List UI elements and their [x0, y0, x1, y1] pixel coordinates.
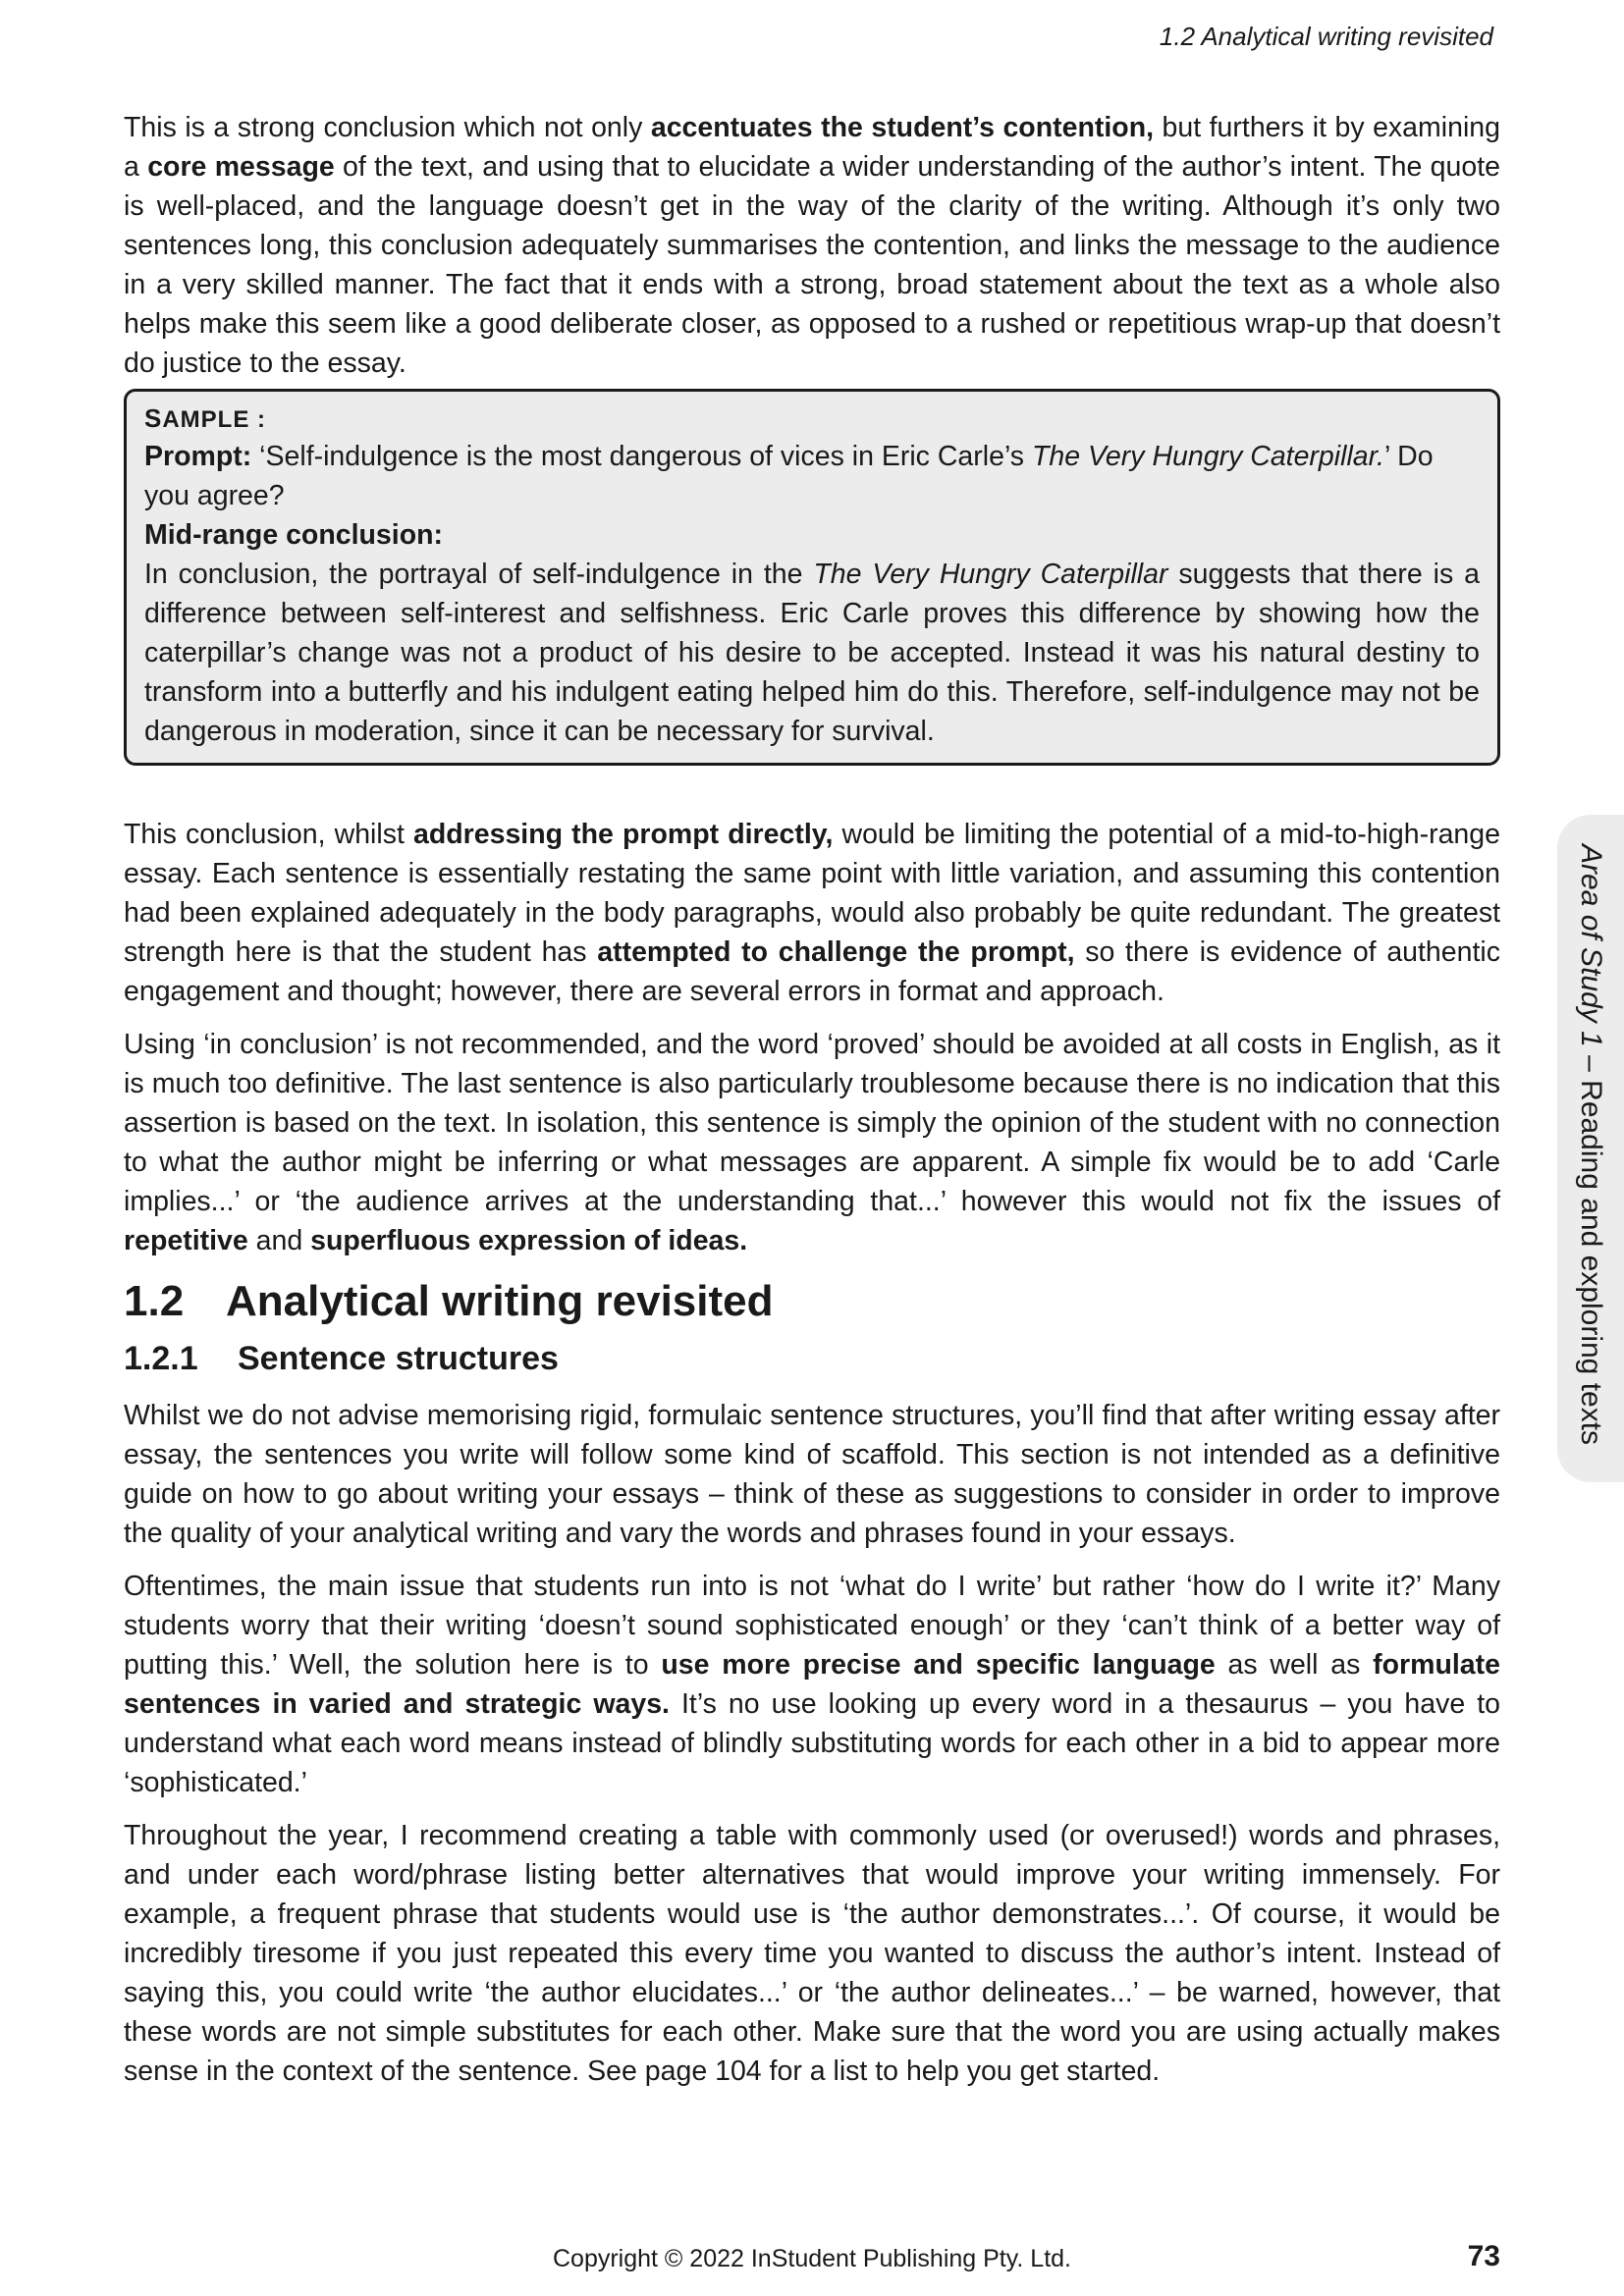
- paragraph-table-advice: Throughout the year, I recommend creating a table with commonly used (or overused!) words and phrases, and under each word/phrase listing better alternatives that would improve your writing immensely. For example, a frequent phrase that students would use is ‘the author demonstrates...’. Of course, it would be incredibly tiresome if you just repeated this every time you wanted to discuss the author’s intent. Instead of saying this, you could write ‘the author elucidates...’ or ‘the author delineates...’ – be warned, however, that these words are not simple substitutes for each other. Make sure that the word you are using actually makes sense in the context of the sentence. See page 104 for a list to help you get started.: [124, 1820, 1500, 2087]
- paragraph-language: Oftentimes, the main issue that students run into is not ‘what do I write’ but rather ‘how do I write it?’ Many students worry that their writing ‘doesn’t sound sophisticated enough’ or they ‘can’t think of a better way of putting this.’ Well, the solution here is to use more precise and specific language as well as formulate sentences in varied and strategic ways. It’s no use looking up every word in a thesaurus – you have to understand what each word means instead of blindly substituting words for each other in a bid to appear more ‘sophisticated.’: [124, 1571, 1500, 1798]
- side-tab-area: Area of Study 1: [1575, 844, 1607, 1047]
- footer-copyright: Copyright © 2022 InStudent Publishing Pty. Ltd.: [552, 2245, 1071, 2272]
- paragraph-scaffold: Whilst we do not advise memorising rigid, formulaic sentence structures, you’ll find that after writing essay after essay, the sentences you write will follow some kind of scaffold. This section is not intended as a definitive guide on how to go about writing your essays – think of these as suggestions to consider in order to improve the quality of your analytical writing and vary the words and phrases found in your essays.: [124, 1400, 1500, 1549]
- section-heading: 1.2 Analytical writing revisited: [124, 1277, 774, 1325]
- paragraph-errors: Using ‘in conclusion’ is not recommended, and the word ‘proved’ should be avoided at all costs in English, as it is much too definitive. The last sentence is also particularly troublesome because there is no indication that this assertion is based on the text. In isolation, this sentence is simply the opinion of the student with no connection to what the author might be inferring or what messages are apparent. A simple fix would be to add ‘Carle implies...’ or ‘the audience arrives at the understanding that...’ however this would not fix the issues of repetitive and superfluous expression of ideas.: [124, 1029, 1500, 1256]
- sample-prompt: Prompt: ‘Self-indulgence is the most dangerous of vices in Eric Carle’s The Very Hungry Caterpillar.’ Do you agree?: [144, 441, 1434, 511]
- sample-box: [124, 389, 1500, 766]
- sample-conclusion-text: In conclusion, the portrayal of self-indulgence in the The Very Hungry Caterpillar suggests that there is a difference between self-interest and selfishness. Eric Carle proves this difference by showing how the caterpillar’s change was not a product of his desire to be accepted. Instead it was his natural destiny to transform into a butterfly and his indulgent eating helped him do this. Therefore, self-indulgence may not be dangerous in moderation, since it can be necessary for survival.: [144, 559, 1480, 747]
- side-tab-label: [1574, 844, 1607, 1445]
- paragraph-analysis: This conclusion, whilst addressing the prompt directly, would be limiting the potential of a mid-to-high-range essay. Each sentence is essentially restating the same point with little variation, and assuming this contention had been explained adequately in the body paragraphs, would also probably be quite redundant. The greatest strength here is that the student has attempted to challenge the prompt, so there is evidence of authentic engagement and thought; however, there are several errors in format and approach.: [124, 819, 1500, 1007]
- subsection-heading: 1.2.1 Sentence structures: [124, 1340, 559, 1377]
- sample-conclusion-heading: Mid-range conclusion:: [144, 519, 444, 551]
- page-number: 73: [1467, 2240, 1500, 2272]
- page-body: [124, 108, 1500, 2105]
- side-tab-topic: – Reading and exploring texts: [1575, 1046, 1607, 1446]
- sample-label: SAMPLE :: [144, 403, 267, 433]
- paragraph-strong-conclusion: This is a strong conclusion which not only accentuates the student’s contention, but furthers it by examining a core message of the text, and using that to elucidate a wider understanding of the author’s intent. The quote is well-placed, and the language doesn’t get in the way of the clarity of the writing. Although it’s only two sentences long, this conclusion adequately summarises the contention, and links the message to the audience in a very skilled manner. The fact that it ends with a strong, broad statement about the text as a whole also helps make this seem like a good deliberate closer, as opposed to a rushed or repetitious wrap-up that doesn’t do justice to the essay.: [124, 112, 1500, 379]
- running-header: 1.2 Analytical writing revisited: [1159, 22, 1493, 51]
